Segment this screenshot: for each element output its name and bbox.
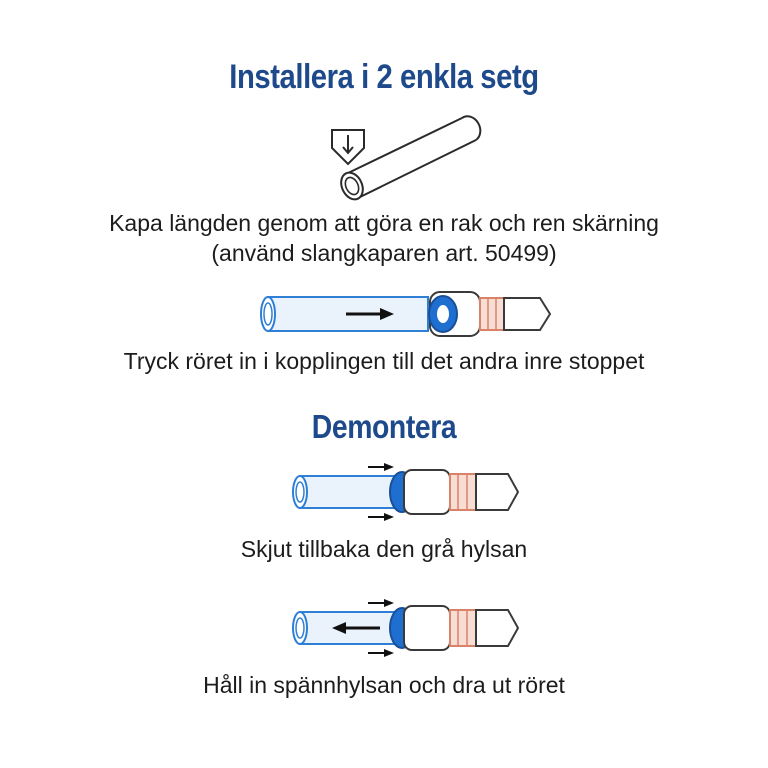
page-title: Installera i 2 enkla setg (229, 58, 539, 96)
fitting (429, 292, 550, 336)
fitting (390, 470, 518, 514)
step1-caption-line2: (använd slangkaparen art. 50499) (211, 240, 557, 266)
blue-pipe (261, 297, 428, 331)
demount-step2-caption: Håll in spännhylsan och dra ut röret (203, 672, 565, 698)
demount-step1-caption: Skjut tillbaka den grå hylsan (240, 536, 528, 562)
cut-marker-icon (332, 130, 364, 164)
step1-caption-line1: Kapa längden genom att göra en rak och ren skärning (109, 210, 659, 236)
section-title-demontera: Demontera (311, 408, 457, 445)
push-pipe-into-fitting-icon (258, 286, 558, 342)
blue-pipe (293, 476, 400, 508)
step2-caption: Tryck röret in i kopplingen till det andra inre stoppet (123, 348, 645, 374)
pull-pipe-out-icon (290, 598, 530, 658)
pipe-cutting-icon (328, 108, 488, 208)
fitting (390, 606, 518, 650)
push-back-collet-icon (290, 462, 530, 522)
